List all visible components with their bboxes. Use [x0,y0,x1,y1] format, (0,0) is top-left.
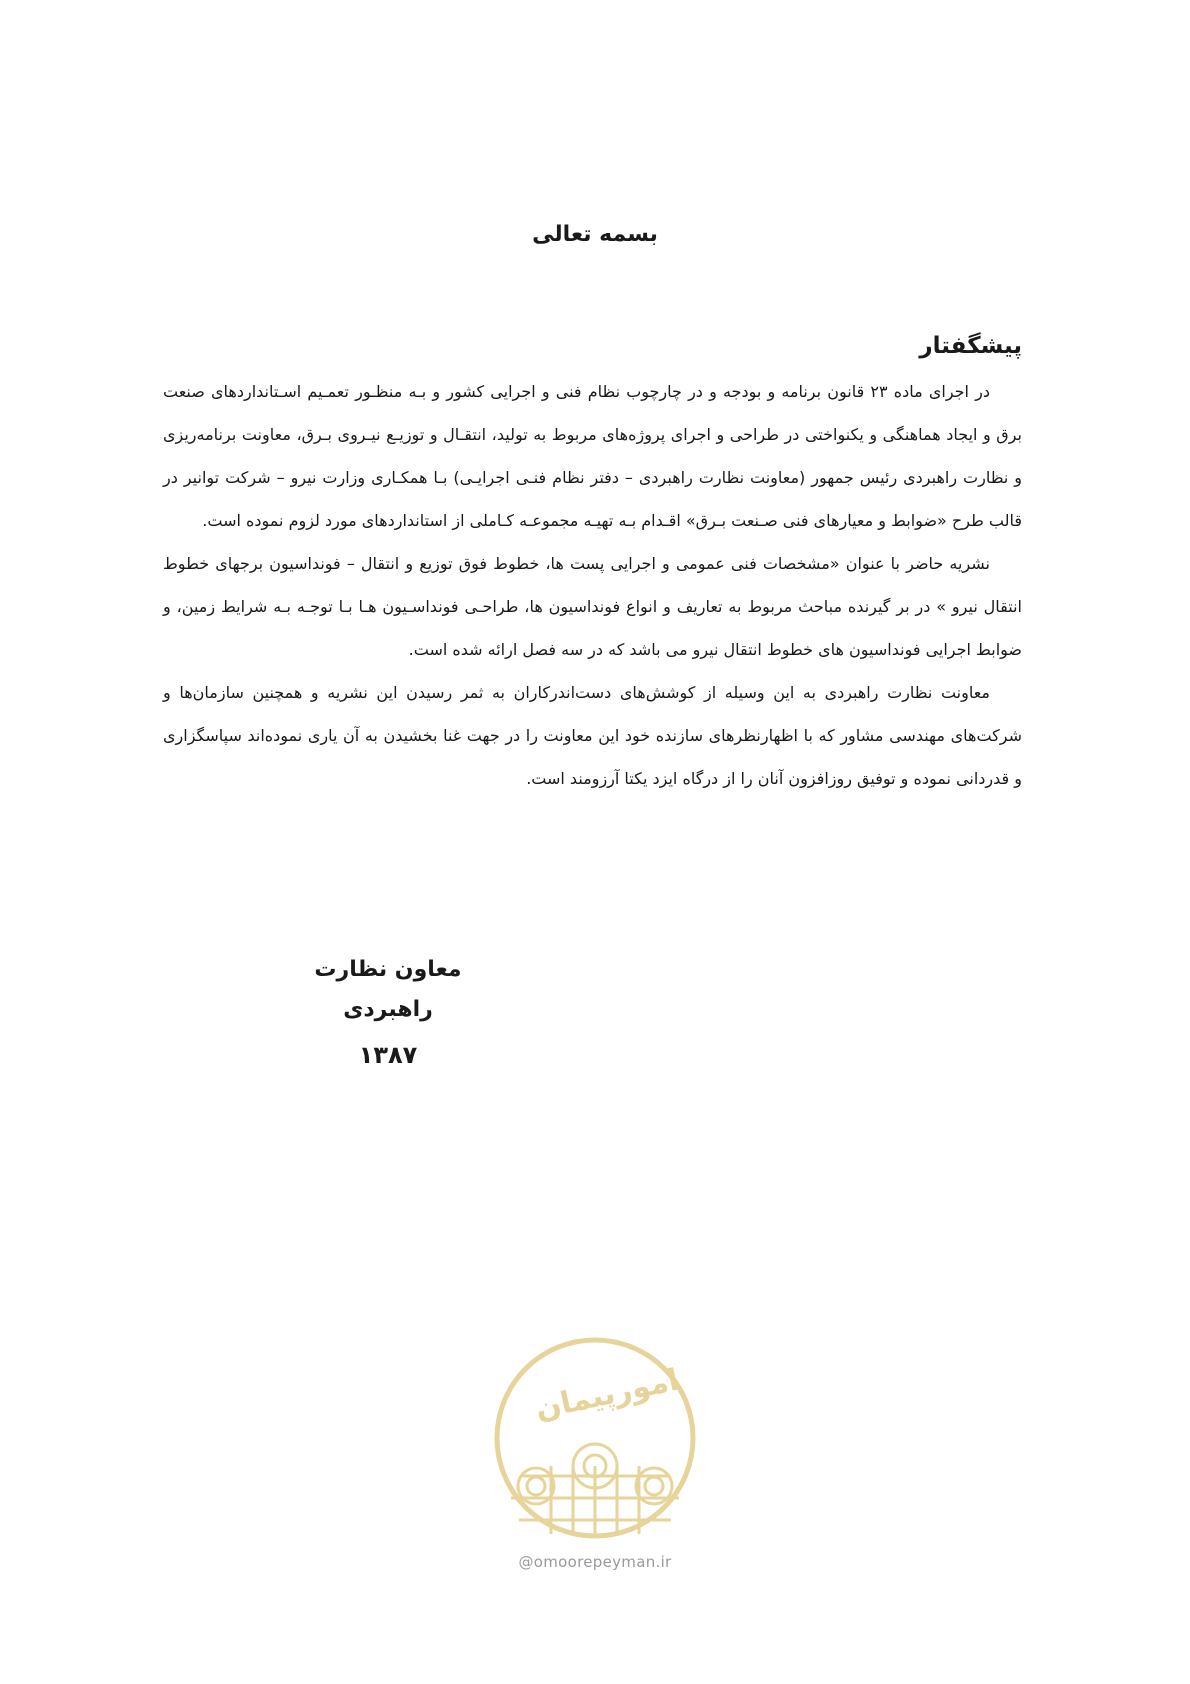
page-title: بسمه تعالی [532,222,658,247]
watermark-logo-text: امورپیمان [532,1362,682,1427]
preface-heading: پیشگفتار [919,333,1022,359]
signature-block [268,950,508,1080]
preface-body [163,370,1022,800]
preface-paragraph-3: معاونت نظارت راهبردی به این وسیله از کوشش‌های دست‌اندرکاران به ثمر رسیدن این نشریه و همچنین سازمان‌ها و شرکت‌های مهندسی مشاور که با اظهارنظرهای سازنده خود این معاونت را در جهت غنا بخشیدن به آن یاری نموده‌اند سپاسگزاری و قدردانی نموده و توفیق روزافزون آنان را از درگاه ایزد یکتا آرزومند است. [163,683,1022,788]
watermark-caption: @omoorepeyman.ir [518,1553,672,1571]
preface-paragraph-2: نشریه حاضر با عنوان «مشخصات فنی عمومی و اجرایی پست ها، خطوط فوق توزیع و انتقال – فونداسیون برجهای خطوط انتقال نیرو » در بر گیرنده مباحث مربوط به تعاریف و انواع فونداسیون ها، طراحـی فونداسـیون هـا بـا توجـه بـه شرایط زمین، و ضوابط اجرایی فونداسیون های خطوط انتقال نیرو می باشد که در سه فصل ارائه شده است. [163,554,1022,659]
signature-year: ۱۳۸۷ [358,1041,418,1069]
signature-title: معاون نظارت راهبردی [314,957,462,1022]
preface-paragraph-1: در اجرای ماده ۲۳ قانون برنامه و بودجه و در چارچوب نظام فنی و اجرایی کشور و بـه منظـور تعمـیم اسـتانداردهای صنعت برق و ایجاد هماهنگی و یکنواختی در طراحی و اجرای پروژه‌های مربوط به تولید، انتقـال و توزیـع نیـروی بـرق، معاونت برنامه‌ریزی و نظارت راهبردی رئیس جمهور (معاونت نظارت راهبردی – دفتر نظام فنـی اجرایـی) بـا همکـاری وزارت نیرو – شرکت توانیر در قالب طرح «ضوابط و معیارهای فنی صـنعت بـرق» اقـدام بـه تهیـه مجموعـه کـاملی از استانداردهای مورد لزوم نموده است. [163,382,1022,530]
watermark-logo-icon [491,1326,699,1550]
